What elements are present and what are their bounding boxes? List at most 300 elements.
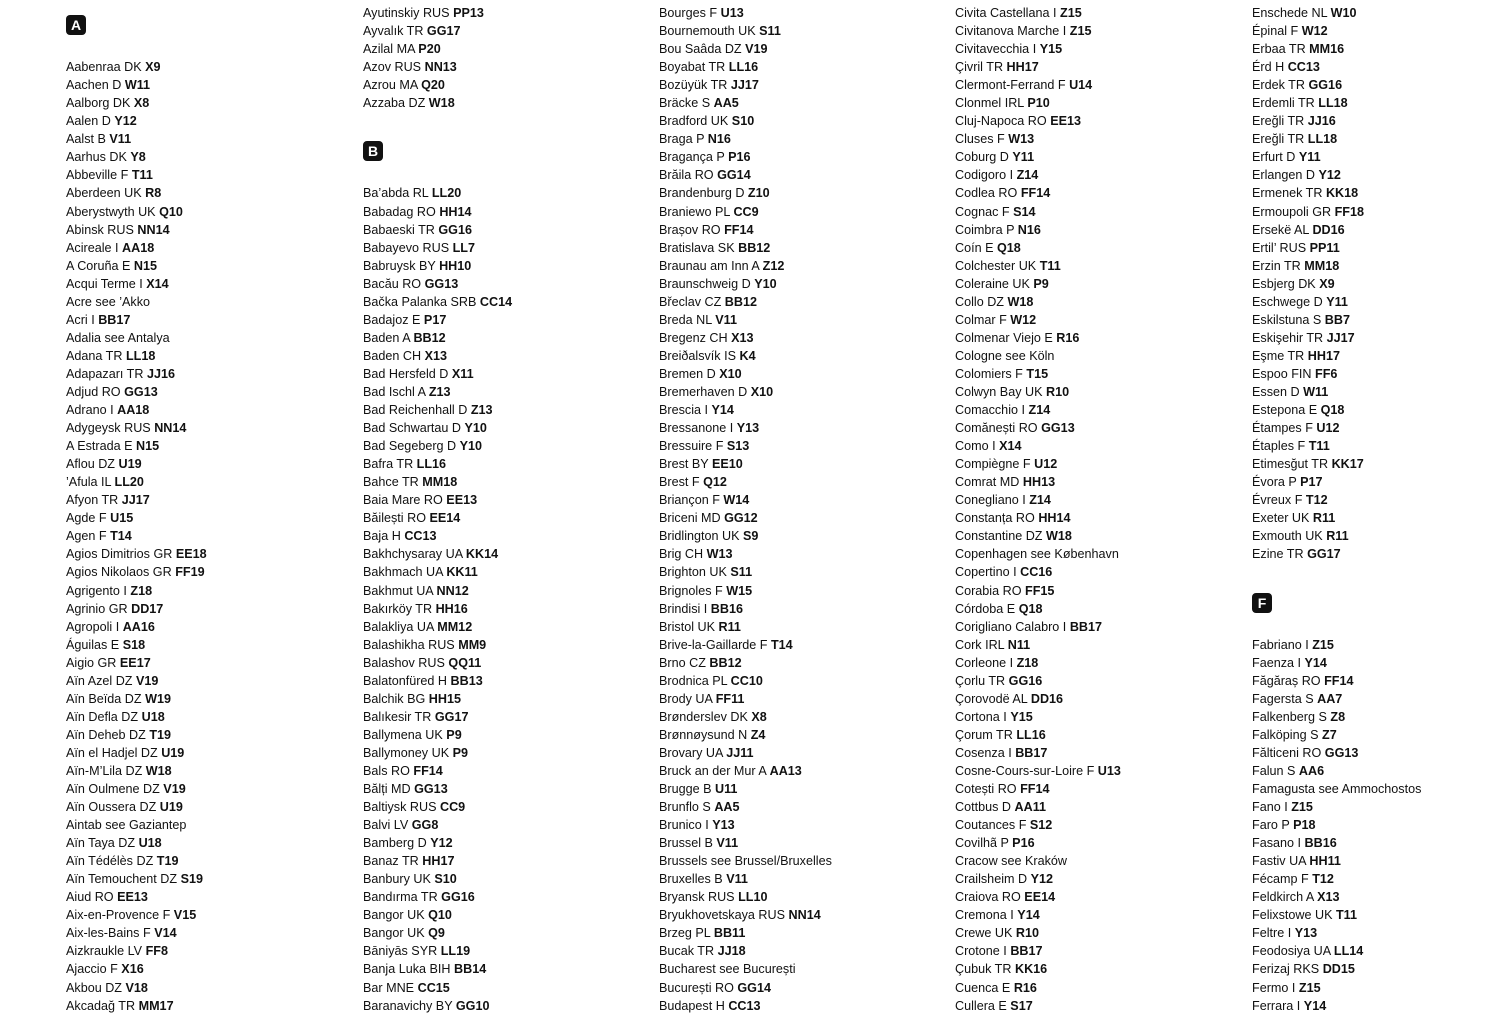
grid-reference: Y14 bbox=[1304, 655, 1327, 670]
grid-reference: V11 bbox=[726, 872, 748, 887]
index-entry bbox=[955, 690, 1245, 708]
grid-reference: GG12 bbox=[724, 511, 758, 526]
grid-reference: Z13 bbox=[428, 384, 451, 399]
place-name: Coburg D bbox=[955, 150, 1013, 165]
place-name: Erlangen D bbox=[1252, 168, 1319, 183]
index-entry bbox=[1252, 203, 1500, 221]
index-entry bbox=[1252, 527, 1500, 545]
index-entry bbox=[1252, 257, 1500, 275]
place-name: Adalia see Antalya bbox=[66, 330, 170, 345]
index-entry bbox=[659, 239, 949, 257]
place-name: Bozüyük TR bbox=[659, 78, 731, 93]
index-entry bbox=[659, 563, 949, 581]
place-name: Évreux F bbox=[1252, 493, 1306, 508]
grid-reference: HH14 bbox=[439, 204, 472, 219]
place-name: Baia Mare RO bbox=[363, 493, 447, 508]
index-entry bbox=[1252, 184, 1500, 202]
place-name: Baden CH bbox=[363, 348, 425, 363]
grid-reference: X13 bbox=[1317, 890, 1340, 905]
place-name: Bad Segeberg D bbox=[363, 439, 460, 454]
index-entry bbox=[1252, 383, 1500, 401]
index-entry bbox=[363, 455, 653, 473]
place-name: Fastiv UA bbox=[1252, 854, 1310, 869]
grid-reference: AA5 bbox=[714, 800, 740, 815]
grid-reference: Y13 bbox=[712, 818, 735, 833]
index-entry bbox=[955, 437, 1245, 455]
index-entry bbox=[659, 852, 949, 870]
grid-reference: T15 bbox=[1026, 366, 1049, 381]
grid-reference: U19 bbox=[161, 745, 185, 760]
index-entry bbox=[659, 942, 949, 960]
place-name: Aïn Temouchent DZ bbox=[66, 872, 181, 887]
grid-reference: FF14 bbox=[1020, 186, 1051, 201]
grid-reference: LL20 bbox=[114, 475, 144, 490]
index-entry bbox=[955, 365, 1245, 383]
section-letter-badge: F bbox=[1252, 593, 1272, 613]
place-name: Aïn Tédélès DZ bbox=[66, 854, 157, 869]
index-entry bbox=[363, 618, 653, 636]
place-name: Baltiysk RUS bbox=[363, 800, 440, 815]
index-entry bbox=[659, 148, 949, 166]
place-name: Çivril TR bbox=[955, 60, 1007, 75]
place-name: Cluses F bbox=[955, 132, 1009, 147]
index-entry bbox=[363, 780, 653, 798]
index-entry bbox=[363, 221, 653, 239]
index-entry bbox=[1252, 401, 1500, 419]
grid-reference: X13 bbox=[424, 348, 448, 363]
index-entry bbox=[659, 600, 949, 618]
place-name: Bradford UK bbox=[659, 114, 732, 129]
grid-reference: GG16 bbox=[441, 890, 475, 905]
index-entry bbox=[955, 672, 1245, 690]
place-name: Crailsheim D bbox=[955, 872, 1031, 887]
place-name: Banaz TR bbox=[363, 854, 423, 869]
grid-reference: AA7 bbox=[1317, 691, 1343, 706]
place-name: Clermont-Ferrand F bbox=[955, 78, 1070, 93]
index-entry bbox=[1252, 708, 1500, 726]
grid-reference: T12 bbox=[1312, 872, 1334, 887]
index-entry bbox=[66, 239, 356, 257]
index-entry bbox=[659, 329, 949, 347]
index-entry bbox=[955, 329, 1245, 347]
grid-reference: QQ11 bbox=[448, 655, 482, 670]
place-name: Cremona I bbox=[955, 908, 1018, 923]
place-name: Acri I bbox=[66, 312, 99, 327]
place-name: Etimesğut TR bbox=[1252, 457, 1332, 472]
place-name: Çorum TR bbox=[955, 727, 1017, 742]
place-name: Ereğli TR bbox=[1252, 132, 1308, 147]
grid-reference: P9 bbox=[446, 727, 462, 742]
grid-reference: W12 bbox=[1301, 24, 1328, 39]
index-entry bbox=[659, 166, 949, 184]
place-name: Brugge B bbox=[659, 782, 716, 797]
index-entry bbox=[659, 112, 949, 130]
index-entry bbox=[659, 636, 949, 654]
place-name: Bar MNE bbox=[363, 980, 418, 995]
index-entry bbox=[66, 690, 356, 708]
place-name: Aïn Defla DZ bbox=[66, 709, 142, 724]
index-entry bbox=[955, 924, 1245, 942]
index-entry bbox=[1252, 22, 1500, 40]
grid-reference: GG17 bbox=[434, 709, 469, 724]
index-entry bbox=[66, 94, 356, 112]
place-name: Ezine TR bbox=[1252, 547, 1308, 562]
grid-reference: BB13 bbox=[450, 673, 483, 688]
index-entry bbox=[1252, 888, 1500, 906]
index-entry bbox=[363, 257, 653, 275]
index-entry bbox=[66, 527, 356, 545]
grid-reference: X11 bbox=[451, 366, 474, 381]
grid-reference: S18 bbox=[122, 637, 146, 652]
index-entry bbox=[659, 22, 949, 40]
index-entry bbox=[659, 979, 949, 997]
grid-reference: CC10 bbox=[730, 673, 763, 688]
place-name: Balashov RUS bbox=[363, 655, 449, 670]
index-entry bbox=[1252, 455, 1500, 473]
place-name: Brest F bbox=[659, 475, 704, 490]
grid-reference: W15 bbox=[726, 583, 753, 598]
place-name: Budapest H bbox=[659, 998, 729, 1013]
grid-reference: CC13 bbox=[404, 529, 437, 544]
index-entry bbox=[955, 203, 1245, 221]
section-heading bbox=[363, 130, 653, 166]
index-entry bbox=[66, 798, 356, 816]
index-entry bbox=[363, 184, 653, 202]
grid-reference: P17 bbox=[423, 312, 447, 327]
place-name: Aïn Azel DZ bbox=[66, 673, 136, 688]
place-name: Cosenza I bbox=[955, 745, 1016, 760]
place-name: Coutances F bbox=[955, 818, 1030, 833]
index-entry bbox=[659, 437, 949, 455]
place-name: Comrat MD bbox=[955, 475, 1023, 490]
place-name: Agrigento I bbox=[66, 583, 131, 598]
grid-reference: S11 bbox=[759, 24, 781, 39]
place-name: Étampes F bbox=[1252, 421, 1317, 436]
grid-reference: U19 bbox=[159, 800, 183, 815]
index-entry bbox=[363, 383, 653, 401]
grid-reference: S10 bbox=[731, 114, 755, 129]
grid-reference: U11 bbox=[715, 782, 738, 797]
grid-reference: W18 bbox=[145, 763, 172, 778]
grid-reference: T19 bbox=[149, 727, 172, 742]
place-name: Ferizaj RKS bbox=[1252, 962, 1323, 977]
grid-reference: U14 bbox=[1069, 78, 1093, 93]
index-entry bbox=[363, 401, 653, 419]
index-entry bbox=[659, 798, 949, 816]
index-entry bbox=[659, 58, 949, 76]
index-entry bbox=[1252, 654, 1500, 672]
grid-reference: NN12 bbox=[436, 583, 469, 598]
place-name: Brighton UK bbox=[659, 565, 731, 580]
place-name: Conegliano I bbox=[955, 493, 1030, 508]
grid-reference: V18 bbox=[125, 980, 148, 995]
place-name: Afyon TR bbox=[66, 493, 122, 508]
place-name: Fasano I bbox=[1252, 836, 1305, 851]
place-name: Babruysk BY bbox=[363, 258, 440, 273]
index-entry bbox=[66, 491, 356, 509]
place-name: Akcadağ TR bbox=[66, 998, 139, 1013]
grid-reference: LL20 bbox=[431, 186, 462, 201]
index-entry bbox=[659, 997, 949, 1015]
place-name: Córdoba E bbox=[955, 601, 1019, 616]
place-name: Comacchio I bbox=[955, 403, 1029, 418]
index-entry bbox=[1252, 293, 1500, 311]
index-entry bbox=[363, 311, 653, 329]
place-name: Balıkesir TR bbox=[363, 709, 435, 724]
index-entry bbox=[66, 148, 356, 166]
index-entry bbox=[66, 112, 356, 130]
grid-reference: FF6 bbox=[1315, 366, 1338, 381]
grid-reference: JJ17 bbox=[1326, 330, 1355, 345]
grid-reference: GG16 bbox=[438, 222, 472, 237]
grid-reference: BB12 bbox=[724, 294, 757, 309]
index-entry bbox=[66, 672, 356, 690]
grid-reference: EE18 bbox=[175, 547, 207, 562]
grid-reference: GG8 bbox=[411, 818, 439, 833]
index-entry bbox=[363, 437, 653, 455]
grid-reference: U12 bbox=[1316, 421, 1340, 436]
grid-reference: BB12 bbox=[738, 240, 771, 255]
place-name: Aalst B bbox=[66, 132, 110, 147]
index-entry bbox=[1252, 275, 1500, 293]
grid-reference: Z4 bbox=[750, 727, 766, 742]
section-spacer bbox=[1252, 563, 1500, 581]
grid-reference: R16 bbox=[1056, 330, 1080, 345]
place-name: Babaeski TR bbox=[363, 222, 439, 237]
place-name: Braniewo PL bbox=[659, 204, 734, 219]
index-entry bbox=[363, 654, 653, 672]
grid-reference: FF18 bbox=[1334, 204, 1364, 219]
grid-reference: AA11 bbox=[1014, 800, 1047, 815]
place-name: Balchik BG bbox=[363, 691, 429, 706]
grid-reference: X8 bbox=[751, 709, 767, 724]
place-name: Bāniyās SYR bbox=[363, 944, 441, 959]
place-name: Bamberg D bbox=[363, 836, 431, 851]
index-entry bbox=[66, 383, 356, 401]
grid-reference: T12 bbox=[1305, 493, 1328, 508]
index-entry bbox=[659, 130, 949, 148]
section-letter-badge: A bbox=[66, 15, 86, 35]
grid-reference: KK16 bbox=[1014, 962, 1048, 977]
place-name: Bregenz CH bbox=[659, 330, 732, 345]
index-entry bbox=[659, 76, 949, 94]
index-entry bbox=[66, 834, 356, 852]
place-name: Brunico I bbox=[659, 818, 713, 833]
place-name: Aïn Taya DZ bbox=[66, 836, 139, 851]
place-name: Boyabat TR bbox=[659, 60, 729, 75]
grid-reference: EE13 bbox=[117, 890, 148, 905]
index-entry bbox=[1252, 347, 1500, 365]
place-name: Çorovodë AL bbox=[955, 691, 1031, 706]
index-entry bbox=[955, 979, 1245, 997]
index-entry bbox=[659, 924, 949, 942]
grid-reference: T11 bbox=[1039, 258, 1061, 273]
index-entry bbox=[363, 708, 653, 726]
grid-reference: GG14 bbox=[717, 168, 751, 183]
place-name: Ermoupoli GR bbox=[1252, 204, 1335, 219]
place-name: Cork IRL bbox=[955, 637, 1008, 652]
grid-reference: X9 bbox=[145, 60, 161, 75]
place-name: Colwyn Bay UK bbox=[955, 384, 1046, 399]
place-name: Erbaa TR bbox=[1252, 42, 1310, 57]
place-name: Cognac F bbox=[955, 204, 1014, 219]
grid-reference: Y15 bbox=[1039, 42, 1063, 57]
index-entry bbox=[1252, 852, 1500, 870]
place-name: Braga P bbox=[659, 132, 708, 147]
index-entry bbox=[659, 40, 949, 58]
index-entry bbox=[1252, 834, 1500, 852]
index-entry bbox=[955, 509, 1245, 527]
index-entry bbox=[66, 744, 356, 762]
place-name: Falkenberg S bbox=[1252, 709, 1331, 724]
place-name: Civita Castellana I bbox=[955, 6, 1060, 20]
index-entry bbox=[363, 870, 653, 888]
grid-reference: HH14 bbox=[1038, 511, 1071, 526]
index-entry bbox=[66, 816, 356, 834]
grid-reference: X10 bbox=[719, 366, 742, 381]
grid-reference: X8 bbox=[133, 96, 150, 111]
grid-reference: CC9 bbox=[733, 204, 759, 219]
place-name: Bruxelles B bbox=[659, 872, 727, 887]
place-name: Coleraine UK bbox=[955, 276, 1034, 291]
index-entry bbox=[659, 744, 949, 762]
grid-reference: LL10 bbox=[738, 890, 768, 905]
place-name: Falköping S bbox=[1252, 727, 1323, 742]
index-entry bbox=[363, 329, 653, 347]
grid-reference: Y11 bbox=[1326, 294, 1348, 309]
place-name: Brønnøysund N bbox=[659, 727, 751, 742]
index-entry bbox=[1252, 798, 1500, 816]
grid-reference: HH10 bbox=[439, 258, 472, 273]
grid-reference: Y15 bbox=[1010, 709, 1033, 724]
index-entry bbox=[955, 834, 1245, 852]
grid-reference: BB16 bbox=[710, 601, 743, 616]
grid-reference: S13 bbox=[726, 439, 750, 454]
place-name: Colchester UK bbox=[955, 258, 1040, 273]
grid-reference: EE13 bbox=[446, 493, 478, 508]
grid-reference: LL19 bbox=[440, 944, 471, 959]
place-name: Bakhmut UA bbox=[363, 583, 437, 598]
place-name: Acireale I bbox=[66, 240, 122, 255]
index-entry bbox=[66, 888, 356, 906]
index-entry bbox=[363, 239, 653, 257]
index-entry bbox=[363, 852, 653, 870]
grid-reference: N11 bbox=[1007, 637, 1031, 652]
place-name: Braunschweig D bbox=[659, 276, 755, 291]
place-name: Fano I bbox=[1252, 800, 1292, 815]
index-entry bbox=[1252, 997, 1500, 1015]
grid-reference: EE14 bbox=[429, 511, 461, 526]
grid-reference: NN14 bbox=[154, 421, 187, 436]
place-name: Acre see ’Akko bbox=[66, 294, 150, 309]
grid-reference: T11 bbox=[1308, 439, 1330, 454]
grid-reference: Y11 bbox=[1012, 150, 1035, 165]
index-entry bbox=[955, 311, 1245, 329]
index-entry bbox=[66, 870, 356, 888]
place-name: Agropoli I bbox=[66, 619, 123, 634]
place-name: București RO bbox=[659, 980, 738, 995]
place-name: Étaples F bbox=[1252, 439, 1309, 454]
index-entry bbox=[955, 762, 1245, 780]
place-name: Cullera E bbox=[955, 998, 1011, 1013]
grid-reference: MM17 bbox=[138, 998, 174, 1013]
place-name: Bressanone I bbox=[659, 421, 737, 436]
index-entry bbox=[1252, 58, 1500, 76]
grid-reference: T11 bbox=[131, 168, 153, 183]
place-name: Bremen D bbox=[659, 366, 720, 381]
place-name: Bryansk RUS bbox=[659, 890, 739, 905]
place-name: Erfurt D bbox=[1252, 150, 1299, 165]
grid-reference: T11 bbox=[1335, 908, 1357, 923]
index-entry bbox=[1252, 509, 1500, 527]
grid-reference: EE13 bbox=[1050, 114, 1081, 129]
place-name: Ayutinskiy RUS bbox=[363, 6, 454, 20]
index-entry bbox=[1252, 672, 1500, 690]
place-name: Fagersta S bbox=[1252, 691, 1318, 706]
grid-reference: N16 bbox=[707, 132, 731, 147]
grid-reference: Y12 bbox=[1030, 872, 1053, 887]
index-entry bbox=[1252, 762, 1500, 780]
section-heading bbox=[66, 4, 356, 40]
place-name: Civitavecchia I bbox=[955, 42, 1040, 57]
index-entry bbox=[955, 112, 1245, 130]
grid-reference: S9 bbox=[743, 529, 759, 544]
index-entry bbox=[659, 383, 949, 401]
place-name: Braunau am Inn A bbox=[659, 258, 763, 273]
place-name: Bristol UK bbox=[659, 619, 719, 634]
place-name: Colmenar Viejo E bbox=[955, 330, 1057, 345]
index-entry bbox=[955, 545, 1245, 563]
place-name: Baranavichy BY bbox=[363, 998, 456, 1013]
place-name: Adygeysk RUS bbox=[66, 421, 155, 436]
index-entry bbox=[659, 347, 949, 365]
index-entry bbox=[955, 148, 1245, 166]
place-name: Băilești RO bbox=[363, 511, 430, 526]
place-name: Balashikha RUS bbox=[363, 637, 459, 652]
place-name: ’Afula IL bbox=[66, 475, 115, 490]
index-entry bbox=[1252, 4, 1500, 22]
grid-reference: X13 bbox=[731, 330, 754, 345]
grid-reference: Y12 bbox=[114, 114, 137, 129]
grid-reference: V11 bbox=[716, 836, 739, 851]
grid-reference: MM16 bbox=[1309, 42, 1345, 57]
grid-reference: JJ17 bbox=[121, 493, 150, 508]
grid-reference: R11 bbox=[718, 619, 741, 634]
index-entry bbox=[66, 654, 356, 672]
index-entry bbox=[955, 40, 1245, 58]
grid-reference: N15 bbox=[136, 439, 160, 454]
place-name: Babadag RO bbox=[363, 204, 440, 219]
grid-reference: Y14 bbox=[1303, 998, 1327, 1013]
index-entry bbox=[659, 509, 949, 527]
index-entry bbox=[659, 491, 949, 509]
grid-reference: Y13 bbox=[736, 421, 760, 436]
place-name: Collo DZ bbox=[955, 294, 1008, 309]
index-entry bbox=[363, 563, 653, 581]
grid-reference: GG13 bbox=[124, 384, 158, 399]
place-name: Bucak TR bbox=[659, 944, 718, 959]
place-name: Bressuire F bbox=[659, 439, 727, 454]
grid-reference: MM18 bbox=[422, 475, 458, 490]
grid-reference: Y14 bbox=[1017, 908, 1040, 923]
section-spacer bbox=[1252, 618, 1500, 636]
grid-reference: P9 bbox=[452, 745, 468, 760]
place-name: Ballymena UK bbox=[363, 727, 447, 742]
place-name: Águilas E bbox=[66, 637, 123, 652]
index-entry bbox=[955, 654, 1245, 672]
grid-reference: HH13 bbox=[1022, 475, 1056, 490]
grid-reference: S17 bbox=[1010, 998, 1033, 1013]
